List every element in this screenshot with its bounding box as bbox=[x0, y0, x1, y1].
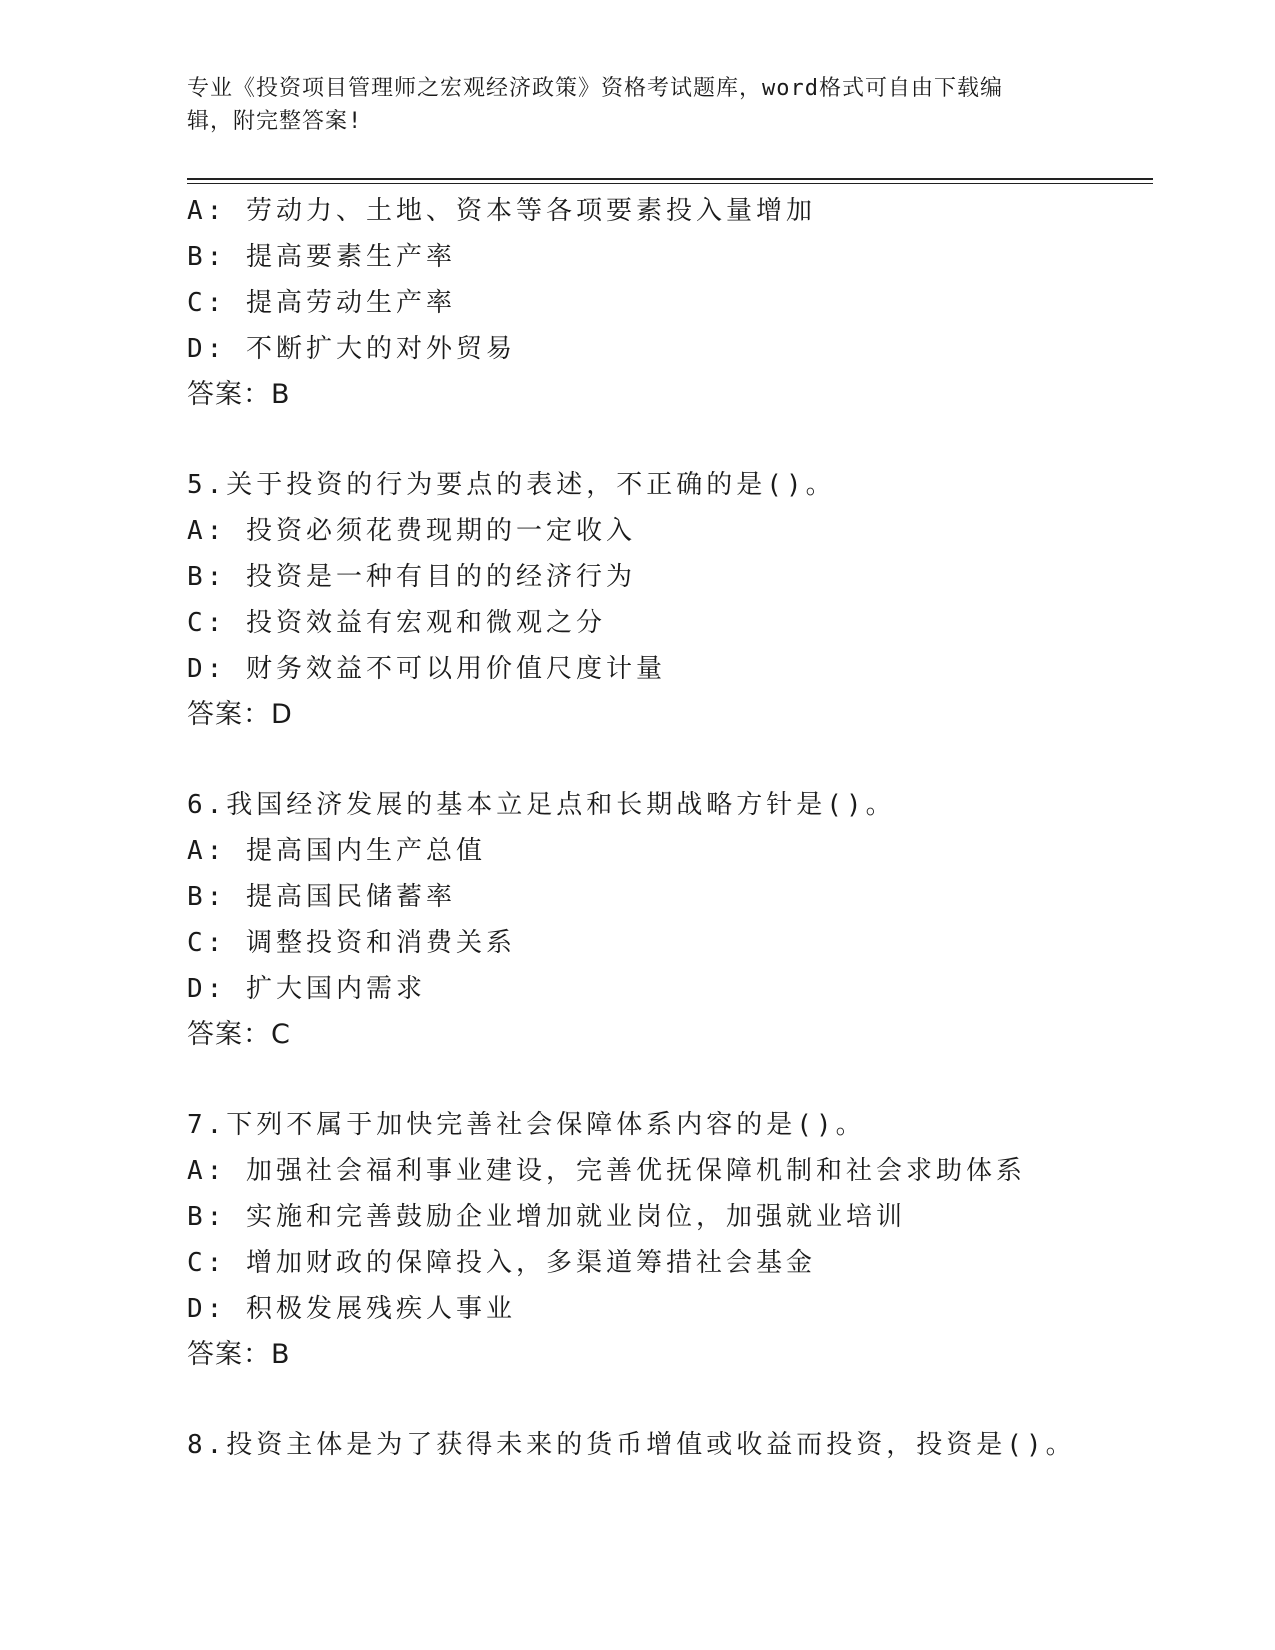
question-partial bbox=[187, 188, 1147, 418]
answer-line: 答案：C bbox=[187, 1019, 291, 1050]
option-a: A: 劳动力、土地、资本等各项要素投入量增加 bbox=[187, 196, 816, 226]
option-d: D: 扩大国内需求 bbox=[187, 974, 426, 1004]
header-line-1: 专业《投资项目管理师之宏观经济政策》资格考试题库，word格式可自由下载编 bbox=[187, 76, 1003, 101]
option-a: A: 投资必须花费现期的一定收入 bbox=[187, 516, 636, 546]
question-stem: 7.下列不属于加快完善社会保障体系内容的是()。 bbox=[187, 1110, 866, 1140]
header-divider-thin bbox=[187, 183, 1153, 184]
question-8 bbox=[187, 1422, 1147, 1468]
answer-line: 答案：B bbox=[187, 379, 291, 410]
spacer bbox=[187, 738, 1147, 782]
option-d: D: 积极发展残疾人事业 bbox=[187, 1294, 516, 1324]
question-6 bbox=[187, 782, 1147, 1058]
option-b: B: 提高要素生产率 bbox=[187, 242, 456, 272]
question-stem: 8.投资主体是为了获得未来的货币增值或收益而投资，投资是()。 bbox=[187, 1430, 1076, 1460]
option-d: D: 财务效益不可以用价值尺度计量 bbox=[187, 654, 666, 684]
question-5 bbox=[187, 462, 1147, 738]
answer-line: 答案：D bbox=[187, 699, 293, 730]
question-list bbox=[187, 188, 1147, 1468]
document-header bbox=[187, 72, 1067, 138]
spacer bbox=[187, 1378, 1147, 1422]
option-c: C: 提高劳动生产率 bbox=[187, 288, 456, 318]
spacer bbox=[187, 1058, 1147, 1102]
option-d: D: 不断扩大的对外贸易 bbox=[187, 334, 516, 364]
option-b: B: 提高国民储蓄率 bbox=[187, 882, 456, 912]
option-a: A: 提高国内生产总值 bbox=[187, 836, 486, 866]
header-line-2: 辑，附完整答案! bbox=[187, 109, 363, 134]
question-stem: 6.我国经济发展的基本立足点和长期战略方针是()。 bbox=[187, 790, 896, 820]
option-c: C: 调整投资和消费关系 bbox=[187, 928, 516, 958]
question-stem: 5.关于投资的行为要点的表述，不正确的是()。 bbox=[187, 470, 836, 500]
question-7 bbox=[187, 1102, 1147, 1378]
spacer bbox=[187, 418, 1147, 462]
option-b: B: 实施和完善鼓励企业增加就业岗位，加强就业培训 bbox=[187, 1202, 906, 1232]
option-c: C: 投资效益有宏观和微观之分 bbox=[187, 608, 606, 638]
option-a: A: 加强社会福利事业建设，完善优抚保障机制和社会求助体系 bbox=[187, 1156, 1026, 1186]
answer-line: 答案：B bbox=[187, 1339, 291, 1370]
option-c: C: 增加财政的保障投入，多渠道筹措社会基金 bbox=[187, 1248, 816, 1278]
option-b: B: 投资是一种有目的的经济行为 bbox=[187, 562, 636, 592]
header-divider-thick bbox=[187, 178, 1153, 180]
